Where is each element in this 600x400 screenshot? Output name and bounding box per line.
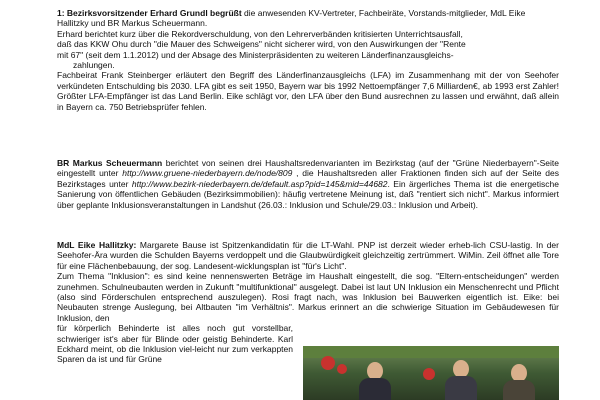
section1-intro: die anwesenden KV-Vertreter, Fachbeiräte, Vorstands-mitglieder, MdL Eike Hallitzky und BR Markus Scheuermann. (57, 8, 526, 29)
gruene-niederbayern-link[interactable]: http://www.gruene-niederbayern.de/node/809 (122, 168, 293, 179)
hallitzky-paragraph (57, 240, 559, 271)
section2-text: berichtet von seinen drei Haushaltsredenvarianten im Bezirkstag (auf der "Grüne Niederbayern"-Seite eingestellt unter (57, 158, 559, 179)
lfa-paragraph: Fachbeirat Frank Steinberger erläutert den Begriff des Länderfinanzausgleichs (LFA) im Zusammenhang mit der von Seehofer verkündeten Entschulding bis 2030. LFA gibt es seit 1950, Bayern war bis 1992 Nettoempfänger 7,6 Milliarden€, ab 1993 erst Zahler! Größter LFA-Empfänger ist das Land Berlin. Eike schlägt vor, den LFA über den Bund ausrechnen zu lassen und erwähnt, daß allein in Bayern ca. 750 Betriebsprüfer fehlen. (57, 70, 559, 112)
section3-heading: MdL Eike Hallitzky: (57, 240, 137, 250)
meeting-photo (303, 346, 559, 400)
scheuermann-paragraph (57, 158, 559, 210)
flower-decoration (337, 364, 347, 374)
photo-banner (303, 346, 559, 358)
behinderte-paragraph: für körperlich Behinderte ist alles noch gut vorstellbar, schwieriger ist's aber für Blinde oder geistig Behinderte. Karl Eckhard meint, ob die Inklusion viel-leicht nur zum verkappten Sparen da ist und für Grüne (57, 323, 293, 365)
report-line: zahlungen. (73, 60, 115, 71)
report-line: daß das KKW Ohu durch "die Mauer des Schweigens" nicht sicherer wird, von den Auswirkungen der "Rente (57, 39, 466, 50)
section-bezirksvorsitzender (57, 8, 559, 112)
report-line: mit 67" (seit dem 1.1.2012) und der Absage des Ministerpräsidenten zu weiteren Länderfinanzausgleichs- (57, 49, 454, 60)
person-figure (359, 378, 391, 400)
inklusion-paragraph: Zum Thema "Inklusion": es sind keine nennenswerten Beträge im Haushalt eingestellt, die sog. "Eltern-entscheidungen" werden zunehmen. Schulneubauten werden in Zukunft "multifunktional" ausgelegt. Dabei ist laut UN Inklusion ein Menschenrecht und Pflicht (also sind Förderschulen entsprechend auszulegen). Rosi fragt nach, was Inklusion bei Bauwerken eigentlich ist. Eike: bei Neubauten strenge Auslegung, bei Altbauten "im Verhältnis". Markus erinnert an die schwierige Situation im Gebäudewesen für Inklusion, den (57, 271, 559, 323)
section1-heading: 1: Bezirksvorsitzender Erhard Grundl begrüßt (57, 8, 242, 18)
section3-text: Margarete Bause ist Spitzenkandidatin für die LT-Wahl. PNP ist derzeit wieder erheb-lich CSU-lastig. In der Seehofer-Ära wurden die Schulden Bayerns verdoppelt und die Glaubwürdigkeit gleichzeitig zertrümmert. WiMin. Zeil öffnet alle Tore für eine Flächenbebauung, der sog. Landesent-wicklungsplan ist "für's Licht". (57, 240, 559, 271)
section2-text: . Ein ärgerliches Thema ist die energetische Sanierung von öffentlichen Gebäuden (Bezirksimmobilien): häufig vertretene Meinung ist, daß "rentiert sich nicht". Markus informiert über geplante Inklusionsveranstaltungen in Landshut (26.03.: Inklusion und Schule/29.03.: Inklusion und Arbeit). (57, 178, 559, 210)
flower-decoration (423, 368, 435, 380)
bezirk-niederbayern-link[interactable]: http://www.bezirk-niederbayern.de/default.asp?pid=145&mid=44682 (131, 178, 388, 189)
person-figure (503, 380, 535, 400)
person-figure (445, 376, 477, 400)
section2-text: , die Haushaltsreden aller Fraktionen finden sich auf der Seite des Bezirkstages unter (57, 168, 559, 189)
greeting-paragraph (57, 8, 559, 29)
section2-heading: BR Markus Scheuermann (57, 158, 163, 168)
flower-decoration (321, 356, 335, 370)
report-line: Erhard berichtet kurz über die Rekordverschuldung, von den Lehrerverbänden kritisierten Unterrichtsausfall, (57, 28, 463, 39)
section-scheuermann (57, 158, 559, 210)
